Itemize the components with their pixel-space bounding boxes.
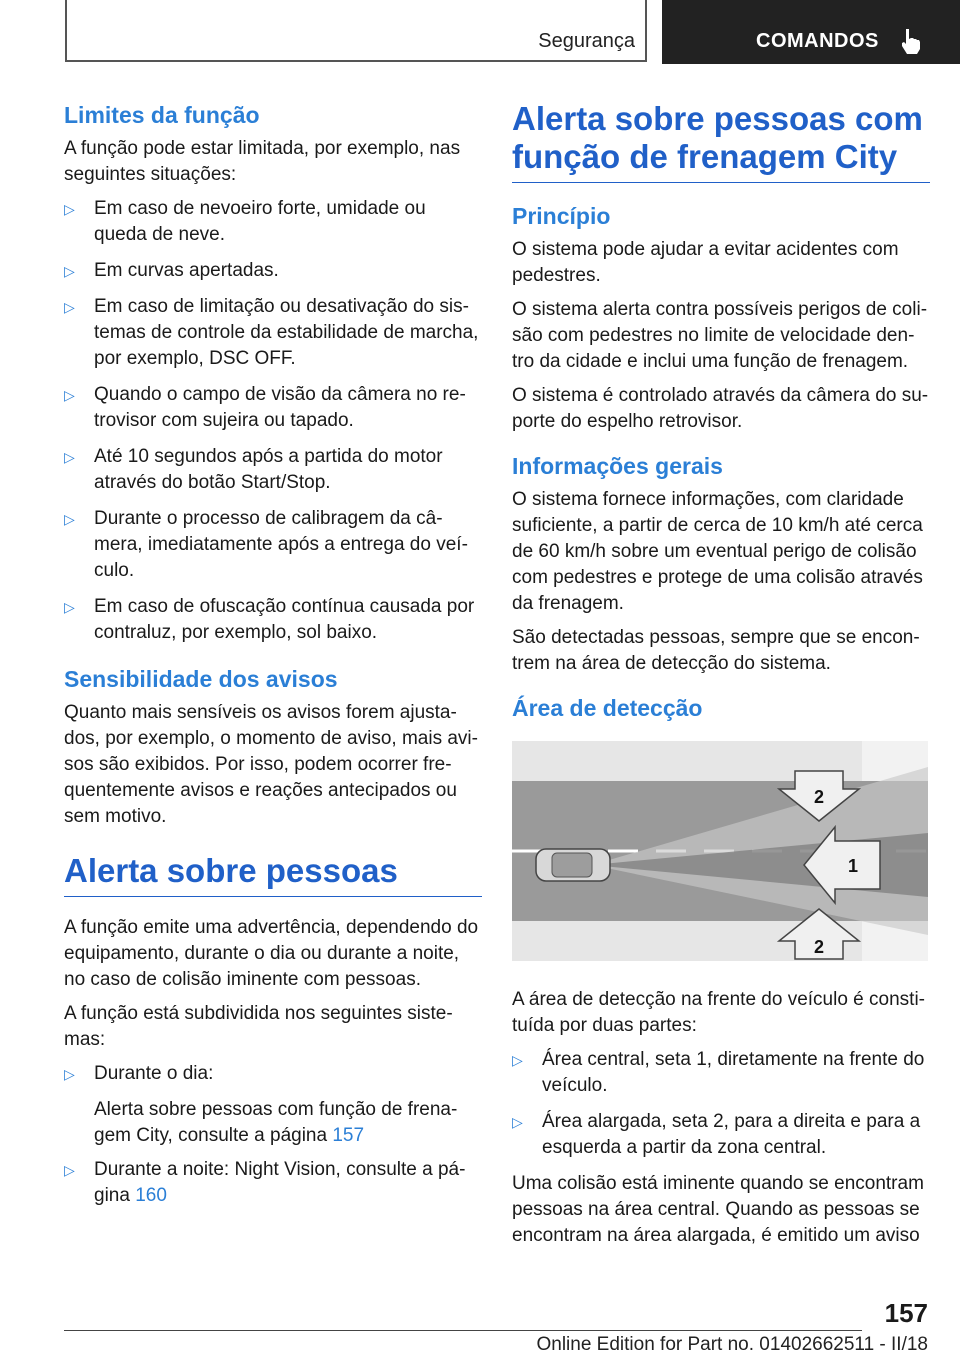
sensitivity-text: Quanto mais sensíveis os avisos forem ajustados, por exemplo, o momento de aviso, mais avisos são exibidos. Por isso, podem ocorrer frequentemente avisos e reações antecipados ou sem motivo. [64, 702, 478, 827]
list-item: ▷ Em caso de ofuscação contínua causada por contraluz, por exemplo, sol baixo. [64, 596, 475, 643]
list-item-night: ▷ Durante a noite: Night Vision, consulte a página 160 [64, 1159, 466, 1206]
bullet-triangle-icon: ▷ [64, 263, 75, 279]
list-item: ▷ Em caso de nevoeiro forte, umidade ou queda de neve. [64, 198, 426, 245]
area-paragraph-1: A área de detecção na frente do veículo é constituída por duas partes: [512, 989, 925, 1036]
header-tab-comandos[interactable] [662, 0, 960, 64]
list-item: ▷ Área alargada, seta 2, para a direita e para a esquerda a partir da zona central. [512, 1111, 921, 1158]
principle-paragraph-2: O sistema alerta contra possíveis perigos de colisão com pedestres no limite de velocidade dentro da cidade e inclui uma função de frenagem. [512, 299, 928, 372]
bullet-triangle-icon: ▷ [64, 299, 75, 315]
bullet-triangle-icon: ▷ [64, 201, 75, 217]
list-item: ▷ Até 10 segundos após a partida do motor através do botão Start/Stop. [64, 446, 443, 493]
arrow-center-label: 1 [847, 856, 859, 876]
header-tab-label: COMANDOS [756, 30, 879, 52]
arrow-bottom-label: 2 [813, 937, 825, 957]
alert-heading: Alerta sobre pessoas [64, 852, 398, 889]
footer-edition: Online Edition for Part no. 01402662511 - II/18 [536, 1334, 928, 1355]
bullet-triangle-icon: ▷ [512, 1114, 523, 1130]
area-paragraph-2: Uma colisão está iminente quando se encontram pessoas na área central. Quando as pessoas se encontram na área alargada, é emitido um aviso [512, 1173, 924, 1246]
list-item: ▷ Durante o processo de calibragem da câmera, imediatamente após a entrega do veículo. [64, 508, 468, 581]
title-rule [512, 182, 930, 183]
systems-list-night [64, 1157, 482, 1209]
list-item-day: ▷ Durante o dia: [64, 1061, 482, 1087]
list-item: ▷ Em caso de limitação ou desativação do sistemas de controle da estabilidade de marcha, por exemplo, DSC OFF. [64, 296, 479, 369]
bullet-triangle-icon: ▷ [64, 511, 75, 527]
limits-intro: A função pode estar limitada, por exemplo, nas seguintes situações: [64, 138, 461, 185]
area-list [512, 1047, 930, 1161]
bullet-triangle-icon: ▷ [64, 599, 75, 615]
car-icon [536, 849, 610, 881]
header-section-title: Segurança [538, 30, 635, 52]
limits-heading: Limites da função [64, 102, 260, 128]
alert-paragraph-2: A função está subdividida nos seguintes sistemas: [64, 1003, 453, 1050]
general-paragraph-2: São detectadas pessoas, sempre que se encontrem na área de detecção do sistema. [512, 627, 920, 674]
general-heading: Informações gerais [512, 453, 723, 479]
list-item: ▷ Área central, seta 1, diretamente na frente do veículo. [512, 1049, 925, 1096]
day-text: Alerta sobre pessoas com função de frenagem City, consulte a página 157 [94, 1099, 458, 1146]
right-column [512, 100, 930, 1257]
detection-area-diagram [512, 741, 928, 961]
bullet-triangle-icon: ▷ [64, 449, 75, 465]
page-number: 157 [884, 1298, 928, 1328]
pointing-hand-icon [898, 27, 924, 55]
footer-rule [64, 1330, 862, 1331]
bullet-triangle-icon: ▷ [64, 1066, 75, 1082]
bullet-triangle-icon: ▷ [64, 387, 75, 403]
alert-paragraph-1: A função emite uma advertência, dependendo do equipamento, durante o dia ou durante a noite, no caso de colisão iminente com pessoas. [64, 917, 479, 990]
list-item: ▷ Quando o campo de visão da câmera no retrovisor com sujeira ou tapado. [64, 384, 466, 431]
heading-rule [64, 896, 482, 897]
sensitivity-heading: Sensibilidade dos avisos [64, 666, 338, 692]
limits-list [64, 196, 482, 646]
principle-heading: Princípio [512, 203, 611, 229]
section-title: Alerta sobre pessoas com função de frenagem City [512, 100, 923, 175]
principle-paragraph-3: O sistema é controlado através da câmera do suporte do espelho retrovisor. [512, 385, 929, 432]
bullet-triangle-icon: ▷ [64, 1162, 75, 1178]
area-heading: Área de detecção [512, 695, 703, 721]
bullet-triangle-icon: ▷ [512, 1052, 523, 1068]
left-column [64, 100, 482, 1219]
page-link-160[interactable]: 160 [135, 1185, 167, 1206]
general-paragraph-1: O sistema fornece informações, com claridade suficiente, a partir de cerca de 10 km/h até cerca de 60 km/h sobre um eventual perigo de colisão com pedestres e protege de uma colisão através da frenagem. [512, 489, 923, 614]
arrow-top-label: 2 [813, 787, 825, 807]
page-link-157[interactable]: 157 [332, 1125, 365, 1146]
systems-list [64, 1061, 482, 1087]
principle-paragraph-1: O sistema pode ajudar a evitar acidentes com pedestres. [512, 239, 899, 286]
list-item: ▷ Em curvas apertadas. [64, 258, 482, 284]
